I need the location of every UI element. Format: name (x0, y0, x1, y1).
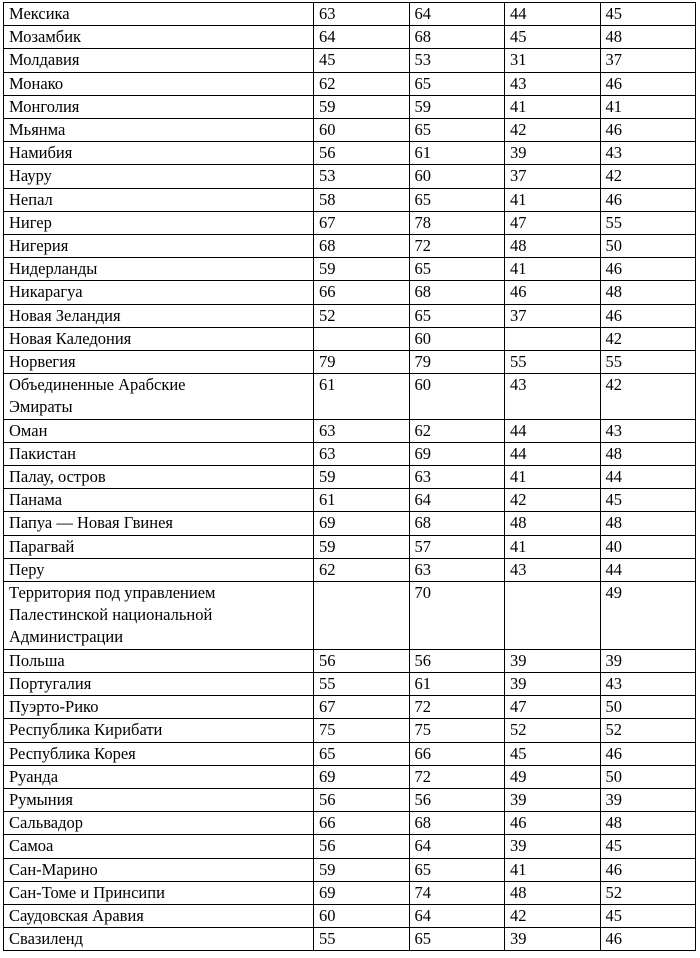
value-cell-4: 43 (600, 672, 696, 695)
value-cell-2: 69 (409, 442, 505, 465)
country-name-cell: Монголия (4, 95, 314, 118)
value-cell-1 (314, 582, 410, 650)
value-cell-2: 64 (409, 904, 505, 927)
value-cell-4: 37 (600, 49, 696, 72)
value-cell-4: 46 (600, 928, 696, 951)
value-cell-3: 41 (505, 258, 601, 281)
table-row (4, 558, 696, 581)
value-cell-1: 56 (314, 649, 410, 672)
value-cell-4: 55 (600, 351, 696, 374)
country-name-cell: Пакистан (4, 442, 314, 465)
table-row (4, 235, 696, 258)
table-row (4, 904, 696, 927)
value-cell-1: 45 (314, 49, 410, 72)
value-cell-3: 47 (505, 211, 601, 234)
value-cell-2: 62 (409, 419, 505, 442)
value-cell-4: 45 (600, 489, 696, 512)
country-name-cell: Нигерия (4, 235, 314, 258)
table-row (4, 582, 696, 650)
value-cell-1: 59 (314, 258, 410, 281)
value-cell-3: 41 (505, 535, 601, 558)
value-cell-4: 52 (600, 719, 696, 742)
value-cell-1: 65 (314, 742, 410, 765)
country-name-cell: Мьянма (4, 119, 314, 142)
table-row (4, 3, 696, 26)
value-cell-3: 39 (505, 142, 601, 165)
value-cell-2: 64 (409, 3, 505, 26)
country-name-cell: Новая Каледония (4, 327, 314, 350)
value-cell-1: 63 (314, 419, 410, 442)
value-cell-3: 41 (505, 188, 601, 211)
country-name-cell: Португалия (4, 672, 314, 695)
value-cell-4: 46 (600, 188, 696, 211)
value-cell-2: 65 (409, 928, 505, 951)
value-cell-2: 65 (409, 258, 505, 281)
value-cell-3: 43 (505, 72, 601, 95)
value-cell-1: 68 (314, 235, 410, 258)
value-cell-2: 60 (409, 165, 505, 188)
table-row (4, 258, 696, 281)
value-cell-2: 68 (409, 281, 505, 304)
value-cell-4: 48 (600, 512, 696, 535)
value-cell-4: 43 (600, 142, 696, 165)
value-cell-2: 56 (409, 788, 505, 811)
value-cell-2: 74 (409, 881, 505, 904)
table-row (4, 489, 696, 512)
value-cell-2: 65 (409, 188, 505, 211)
value-cell-4: 45 (600, 3, 696, 26)
value-cell-3: 49 (505, 765, 601, 788)
value-cell-3: 31 (505, 49, 601, 72)
table-row (4, 812, 696, 835)
value-cell-1: 52 (314, 304, 410, 327)
value-cell-3: 41 (505, 466, 601, 489)
value-cell-2: 60 (409, 374, 505, 419)
table-row (4, 165, 696, 188)
value-cell-4: 46 (600, 304, 696, 327)
table-row (4, 374, 696, 419)
country-name-cell: Монако (4, 72, 314, 95)
value-cell-2: 63 (409, 466, 505, 489)
value-cell-3: 39 (505, 672, 601, 695)
value-cell-1: 75 (314, 719, 410, 742)
table-row (4, 696, 696, 719)
value-cell-2: 57 (409, 535, 505, 558)
country-name-cell: Парагвай (4, 535, 314, 558)
value-cell-2: 72 (409, 235, 505, 258)
value-cell-2: 53 (409, 49, 505, 72)
value-cell-4: 39 (600, 649, 696, 672)
value-cell-4: 44 (600, 466, 696, 489)
value-cell-3: 45 (505, 26, 601, 49)
value-cell-3: 43 (505, 558, 601, 581)
data-table (3, 2, 696, 951)
table-row (4, 49, 696, 72)
value-cell-4: 44 (600, 558, 696, 581)
value-cell-4: 46 (600, 858, 696, 881)
value-cell-3: 44 (505, 3, 601, 26)
value-cell-2: 65 (409, 119, 505, 142)
value-cell-2: 61 (409, 672, 505, 695)
value-cell-1: 63 (314, 3, 410, 26)
table-row (4, 719, 696, 742)
value-cell-2: 65 (409, 858, 505, 881)
table-row (4, 858, 696, 881)
country-name-cell: Норвегия (4, 351, 314, 374)
value-cell-2: 64 (409, 489, 505, 512)
value-cell-4: 52 (600, 881, 696, 904)
value-cell-4: 42 (600, 327, 696, 350)
value-cell-3: 39 (505, 835, 601, 858)
value-cell-4: 45 (600, 835, 696, 858)
value-cell-4: 42 (600, 165, 696, 188)
value-cell-2: 65 (409, 304, 505, 327)
value-cell-2: 68 (409, 26, 505, 49)
table-row (4, 672, 696, 695)
value-cell-2: 59 (409, 95, 505, 118)
value-cell-3: 39 (505, 928, 601, 951)
value-cell-4: 45 (600, 904, 696, 927)
value-cell-4: 42 (600, 374, 696, 419)
value-cell-3 (505, 582, 601, 650)
value-cell-3: 47 (505, 696, 601, 719)
table-row (4, 304, 696, 327)
value-cell-1: 59 (314, 95, 410, 118)
value-cell-4: 46 (600, 258, 696, 281)
value-cell-3 (505, 327, 601, 350)
value-cell-1: 69 (314, 512, 410, 535)
value-cell-4: 50 (600, 696, 696, 719)
country-name-cell: Самоа (4, 835, 314, 858)
value-cell-3: 42 (505, 904, 601, 927)
country-name-cell: Объединенные Арабские Эмираты (4, 374, 314, 419)
value-cell-3: 41 (505, 858, 601, 881)
value-cell-2: 64 (409, 835, 505, 858)
value-cell-1: 69 (314, 881, 410, 904)
table-row (4, 512, 696, 535)
value-cell-4: 50 (600, 235, 696, 258)
value-cell-1: 59 (314, 535, 410, 558)
value-cell-3: 39 (505, 649, 601, 672)
country-name-cell: Нигер (4, 211, 314, 234)
value-cell-3: 44 (505, 419, 601, 442)
value-cell-1: 67 (314, 211, 410, 234)
value-cell-4: 48 (600, 26, 696, 49)
table-row (4, 928, 696, 951)
value-cell-1: 56 (314, 142, 410, 165)
value-cell-4: 48 (600, 281, 696, 304)
value-cell-2: 79 (409, 351, 505, 374)
table-row (4, 442, 696, 465)
value-cell-3: 42 (505, 489, 601, 512)
value-cell-1: 62 (314, 72, 410, 95)
country-name-cell: Саудовская Аравия (4, 904, 314, 927)
value-cell-4: 40 (600, 535, 696, 558)
value-cell-3: 37 (505, 165, 601, 188)
country-name-cell: Папуа — Новая Гвинея (4, 512, 314, 535)
value-cell-1: 67 (314, 696, 410, 719)
value-cell-1: 55 (314, 928, 410, 951)
country-name-cell: Мексика (4, 3, 314, 26)
table-row (4, 788, 696, 811)
country-name-cell: Румыния (4, 788, 314, 811)
value-cell-4: 46 (600, 119, 696, 142)
table-row (4, 351, 696, 374)
country-name-cell: Сан-Томе и Принсипи (4, 881, 314, 904)
country-name-cell: Непал (4, 188, 314, 211)
value-cell-3: 43 (505, 374, 601, 419)
value-cell-2: 66 (409, 742, 505, 765)
value-cell-4: 41 (600, 95, 696, 118)
value-cell-1: 59 (314, 858, 410, 881)
value-cell-2: 75 (409, 719, 505, 742)
value-cell-4: 39 (600, 788, 696, 811)
country-name-cell: Мозамбик (4, 26, 314, 49)
value-cell-3: 46 (505, 281, 601, 304)
value-cell-2: 65 (409, 72, 505, 95)
value-cell-2: 72 (409, 765, 505, 788)
value-cell-1: 53 (314, 165, 410, 188)
value-cell-1: 79 (314, 351, 410, 374)
value-cell-3: 55 (505, 351, 601, 374)
value-cell-1: 55 (314, 672, 410, 695)
value-cell-2: 63 (409, 558, 505, 581)
country-name-cell: Панама (4, 489, 314, 512)
value-cell-4: 48 (600, 812, 696, 835)
table-row (4, 211, 696, 234)
value-cell-1: 56 (314, 835, 410, 858)
value-cell-1: 58 (314, 188, 410, 211)
value-cell-1: 61 (314, 489, 410, 512)
country-name-cell: Намибия (4, 142, 314, 165)
value-cell-3: 46 (505, 812, 601, 835)
value-cell-1: 64 (314, 26, 410, 49)
table-body (4, 3, 696, 951)
table-row (4, 535, 696, 558)
country-name-cell: Польша (4, 649, 314, 672)
country-name-cell: Пуэрто-Рико (4, 696, 314, 719)
value-cell-2: 61 (409, 142, 505, 165)
value-cell-4: 46 (600, 72, 696, 95)
value-cell-2: 78 (409, 211, 505, 234)
value-cell-3: 37 (505, 304, 601, 327)
value-cell-3: 45 (505, 742, 601, 765)
value-cell-1: 66 (314, 281, 410, 304)
table-row (4, 649, 696, 672)
value-cell-1: 60 (314, 904, 410, 927)
table-row (4, 26, 696, 49)
country-name-cell: Новая Зеландия (4, 304, 314, 327)
value-cell-1: 69 (314, 765, 410, 788)
value-cell-4: 48 (600, 442, 696, 465)
country-name-cell: Республика Кирибати (4, 719, 314, 742)
value-cell-4: 50 (600, 765, 696, 788)
value-cell-1: 61 (314, 374, 410, 419)
value-cell-3: 52 (505, 719, 601, 742)
value-cell-4: 43 (600, 419, 696, 442)
value-cell-1 (314, 327, 410, 350)
table-row (4, 281, 696, 304)
table-row (4, 419, 696, 442)
value-cell-1: 56 (314, 788, 410, 811)
table-row (4, 765, 696, 788)
value-cell-3: 42 (505, 119, 601, 142)
value-cell-1: 66 (314, 812, 410, 835)
country-name-cell: Оман (4, 419, 314, 442)
country-name-cell: Палау, остров (4, 466, 314, 489)
value-cell-3: 39 (505, 788, 601, 811)
value-cell-3: 44 (505, 442, 601, 465)
table-row (4, 72, 696, 95)
value-cell-4: 46 (600, 742, 696, 765)
country-name-cell: Молдавия (4, 49, 314, 72)
value-cell-3: 48 (505, 881, 601, 904)
country-name-cell: Перу (4, 558, 314, 581)
value-cell-1: 59 (314, 466, 410, 489)
value-cell-1: 63 (314, 442, 410, 465)
table-row (4, 881, 696, 904)
table-row (4, 835, 696, 858)
value-cell-2: 60 (409, 327, 505, 350)
value-cell-1: 60 (314, 119, 410, 142)
country-name-cell: Никарагуа (4, 281, 314, 304)
country-name-cell: Нидерланды (4, 258, 314, 281)
value-cell-2: 70 (409, 582, 505, 650)
value-cell-2: 56 (409, 649, 505, 672)
country-name-cell: Территория под управлением Палестинской национальной Администрации (4, 582, 314, 650)
table-row (4, 466, 696, 489)
table-row (4, 95, 696, 118)
table-row (4, 142, 696, 165)
value-cell-2: 68 (409, 512, 505, 535)
value-cell-4: 49 (600, 582, 696, 650)
country-name-cell: Руанда (4, 765, 314, 788)
country-name-cell: Свазиленд (4, 928, 314, 951)
value-cell-2: 68 (409, 812, 505, 835)
value-cell-1: 62 (314, 558, 410, 581)
value-cell-3: 48 (505, 235, 601, 258)
value-cell-3: 48 (505, 512, 601, 535)
country-name-cell: Науру (4, 165, 314, 188)
country-name-cell: Республика Корея (4, 742, 314, 765)
value-cell-4: 55 (600, 211, 696, 234)
country-name-cell: Сальвадор (4, 812, 314, 835)
country-name-cell: Сан-Марино (4, 858, 314, 881)
table-row (4, 327, 696, 350)
table-row (4, 188, 696, 211)
value-cell-3: 41 (505, 95, 601, 118)
table-row (4, 742, 696, 765)
value-cell-2: 72 (409, 696, 505, 719)
table-row (4, 119, 696, 142)
